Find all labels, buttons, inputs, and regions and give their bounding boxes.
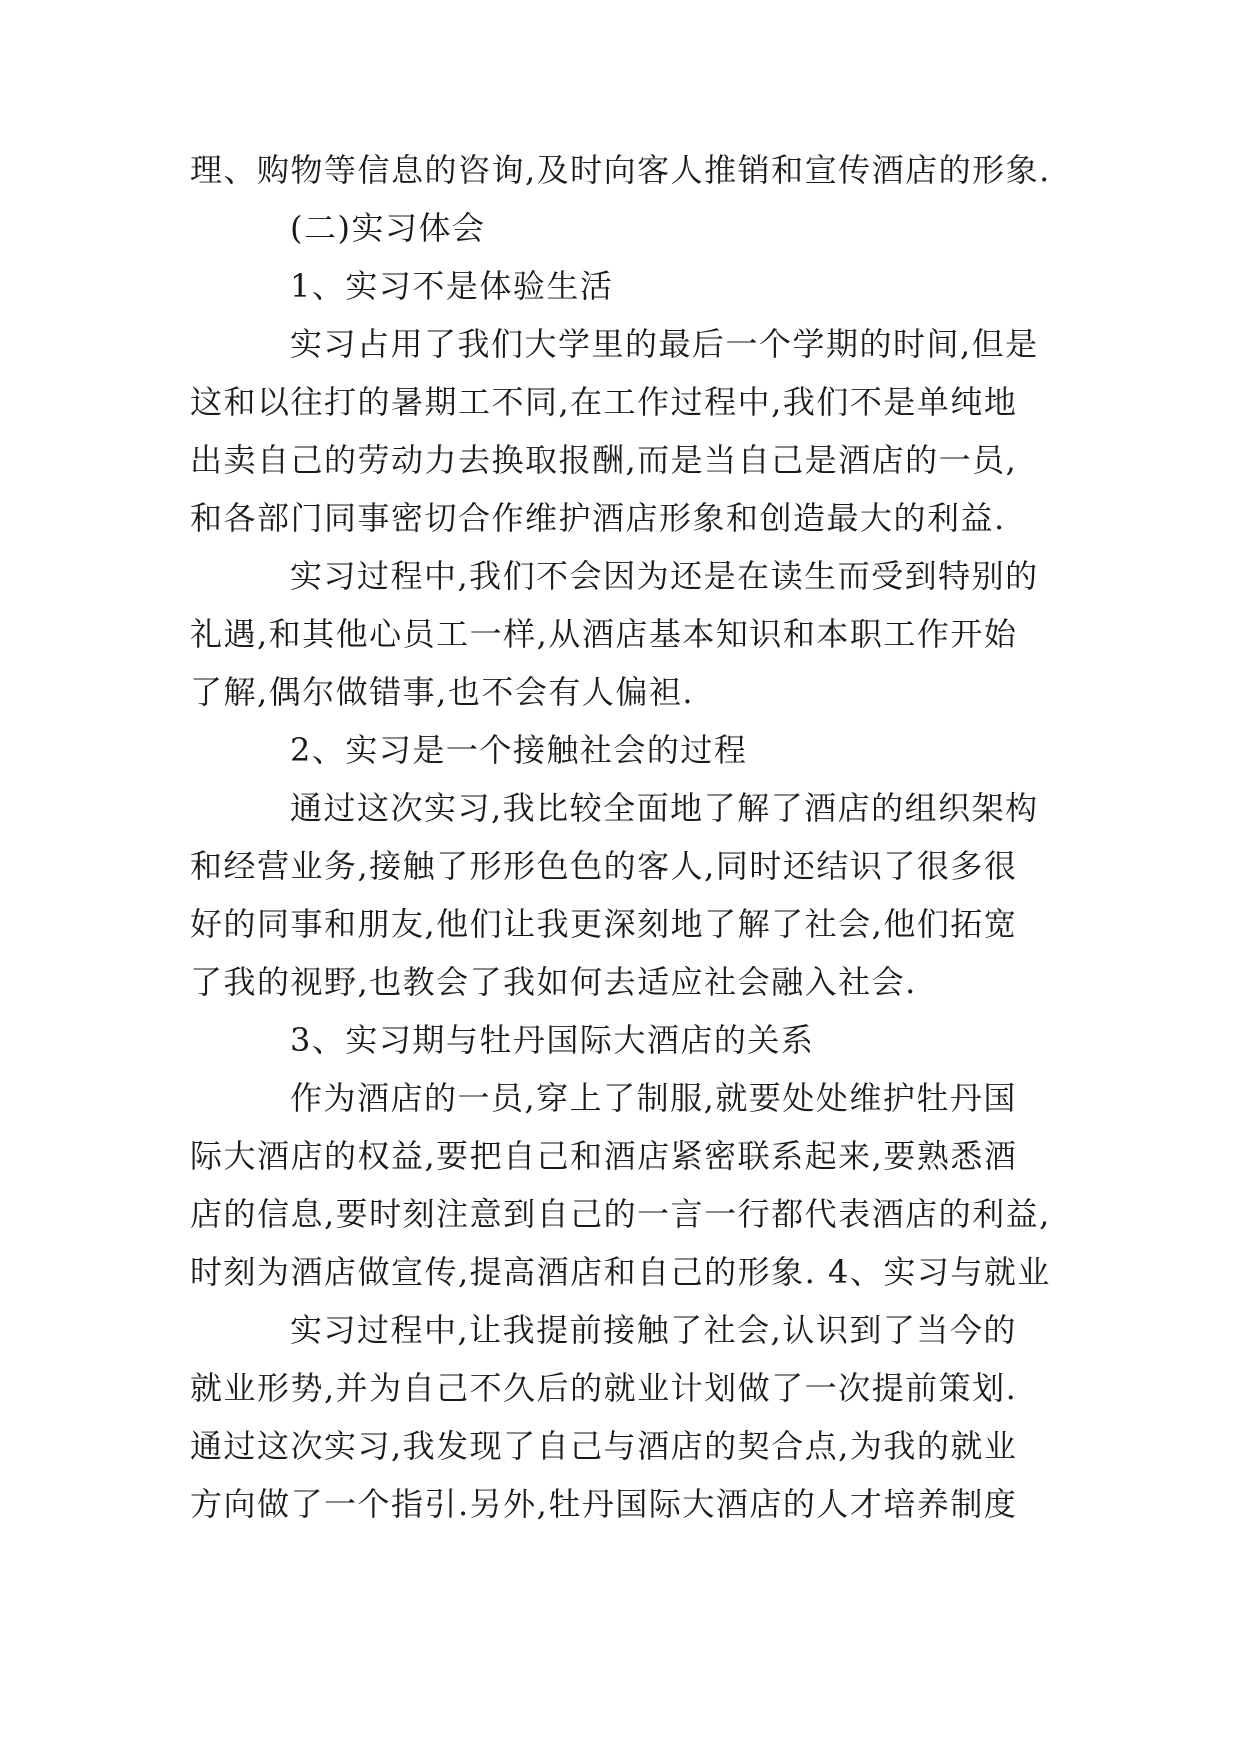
subheading: 2、实习是一个接触社会的过程 bbox=[290, 731, 748, 769]
text-line: 实习过程中,我们不会因为还是在读生而受到特别的 bbox=[290, 557, 1039, 595]
text-line: 通过这次实习,我发现了自己与酒店的契合点,为我的就业 bbox=[190, 1427, 1018, 1465]
text-line: 店的信息,要时刻注意到自己的一言一行都代表酒店的利益, bbox=[190, 1195, 1051, 1233]
text-line: 时刻为酒店做宣传,提高酒店和自己的形象. 4、实习与就业 bbox=[190, 1253, 1051, 1291]
text-line: 实习占用了我们大学里的最后一个学期的时间,但是 bbox=[290, 325, 1039, 363]
text-line: 好的同事和朋友,他们让我更深刻地了解了社会,他们拓宽 bbox=[190, 905, 1018, 943]
text-line: 作为酒店的一员,穿上了制服,就要处处维护牡丹国 bbox=[290, 1079, 1017, 1117]
text-line: 出卖自己的劳动力去换取报酬,而是当自己是酒店的一员, bbox=[190, 441, 1018, 479]
text-line: 通过这次实习,我比较全面地了解了酒店的组织架构 bbox=[290, 789, 1039, 827]
text-line: 和经营业务,接触了形形色色的客人,同时还结识了很多很 bbox=[190, 847, 1018, 885]
text-line: 这和以往打的暑期工不同,在工作过程中,我们不是单纯地 bbox=[190, 383, 1018, 421]
text-line: 就业形势,并为自己不久后的就业计划做了一次提前策划. bbox=[190, 1369, 1018, 1407]
text-line: 了解,偶尔做错事,也不会有人偏袒. bbox=[190, 673, 695, 711]
text-line: 实习过程中,让我提前接触了社会,认识到了当今的 bbox=[290, 1311, 1017, 1349]
section-heading: (二)实习体会 bbox=[290, 209, 486, 247]
subheading: 3、实习期与牡丹国际大酒店的关系 bbox=[290, 1021, 815, 1059]
text-line: 理、购物等信息的咨询,及时向客人推销和宣传酒店的形象. bbox=[190, 151, 1051, 189]
text-line: 和各部门同事密切合作维护酒店形象和创造最大的利益. bbox=[190, 499, 1006, 537]
subheading: 1、实习不是体验生活 bbox=[290, 267, 614, 305]
text-line: 礼遇,和其他心员工一样,从酒店基本知识和本职工作开始 bbox=[190, 615, 1018, 653]
text-line: 方向做了一个指引.另外,牡丹国际大酒店的人才培养制度 bbox=[190, 1485, 1018, 1523]
text-line: 际大酒店的权益,要把自己和酒店紧密联系起来,要熟悉酒 bbox=[190, 1137, 1018, 1175]
text-line: 了我的视野,也教会了我如何去适应社会融入社会. bbox=[190, 963, 917, 1001]
